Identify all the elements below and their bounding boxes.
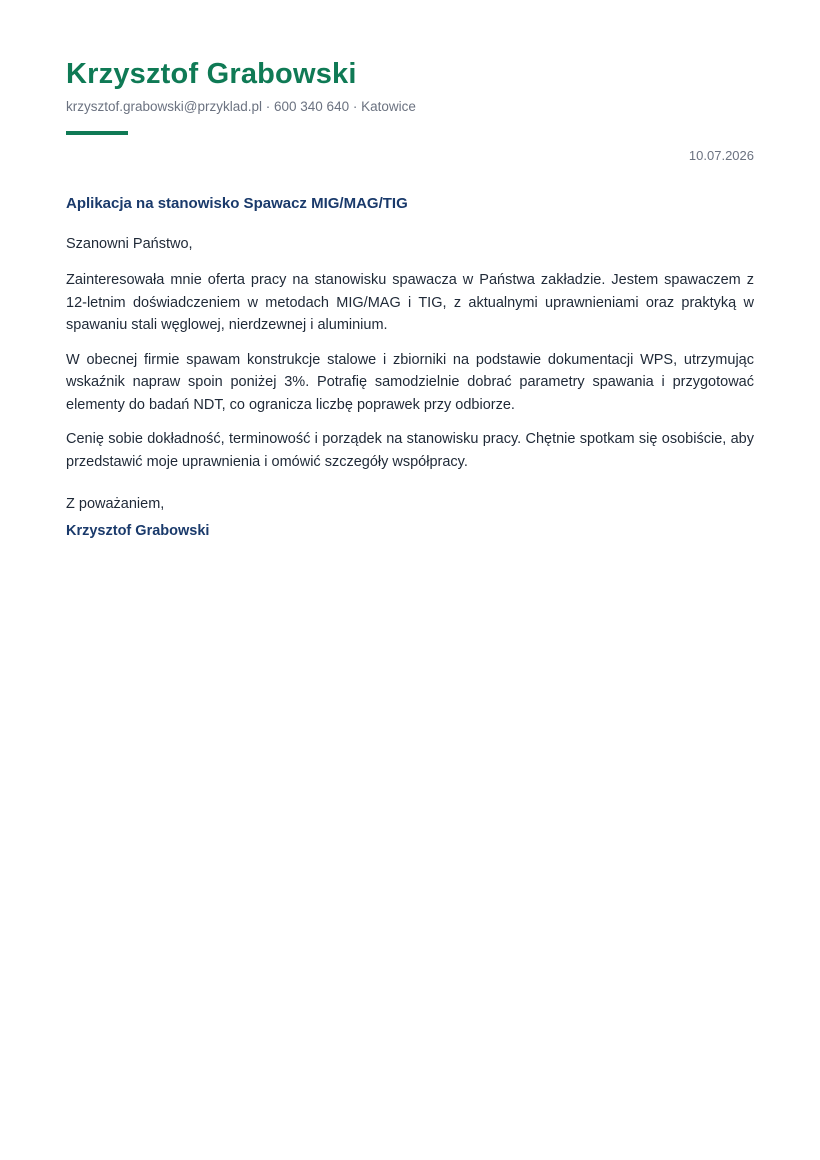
letter-paragraph: Zainteresowała mnie oferta pracy na stanowisku spawacza w Państwa zakładzie. Jestem spawaczem z 12-letnim doświadczeniem w metodach MIG/MAG i TIG, z aktualnymi uprawnieniami oraz praktyką w spawaniu stali węglowej, nierdzewnej i aluminium.: [66, 272, 754, 333]
sender-contact-line: krzysztof.grabowski@przyklad.pl · 600 340 640 · Katowice: [66, 99, 416, 114]
header-accent-rule: [66, 131, 128, 135]
sender-name: Krzysztof Grabowski: [66, 58, 357, 90]
letter-paragraph: Cenię sobie dokładność, terminowość i porządek na stanowisku pracy. Chętnie spotkam się osobiście, aby przedstawić moje uprawnienia i omówić szczegóły współpracy.: [66, 431, 754, 470]
letter-greeting: Szanowni Państwo,: [66, 236, 193, 252]
letter-body: [66, 269, 754, 485]
letter-signature: Krzysztof Grabowski: [66, 523, 210, 539]
letter-subject: Aplikacja na stanowisko Spawacz MIG/MAG/TIG: [66, 195, 408, 212]
letter-closing: Z poważaniem,: [66, 496, 165, 512]
letter-paragraph: W obecnej firmie spawam konstrukcje stalowe i zbiorniki na podstawie dokumentacji WPS, utrzymując wskaźnik napraw spoin poniżej 3%. Potrafię samodzielnie dobrać parametry spawania i przygotować elementy do badań NDT, co ogranicza liczbę poprawek przy odbiorze.: [66, 351, 754, 413]
letter-date: 10.07.2026: [688, 148, 754, 163]
